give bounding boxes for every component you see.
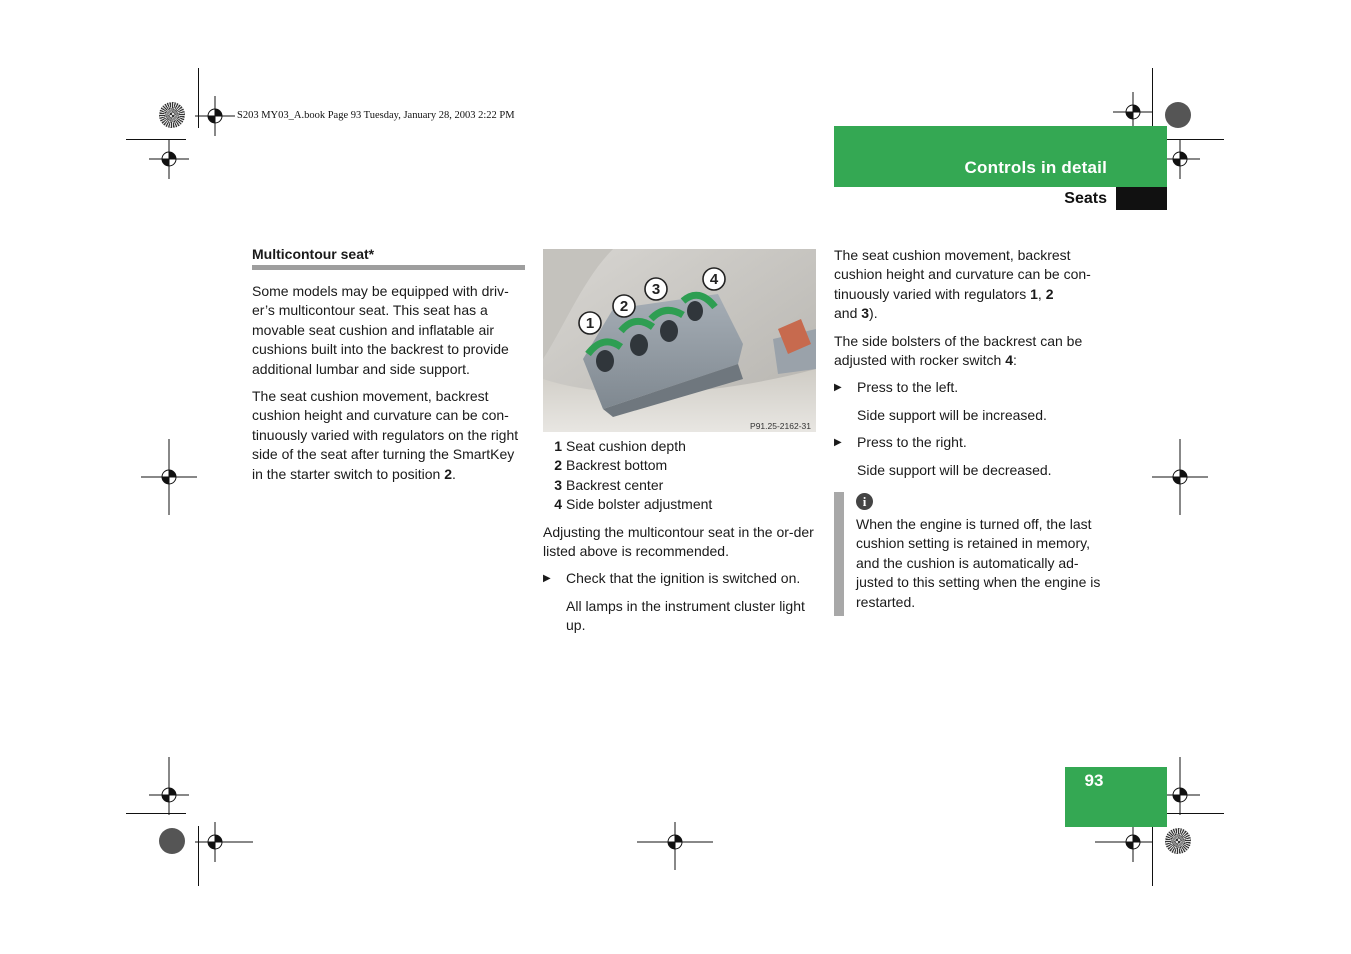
order-paragraph: Adjusting the multicontour seat in the or-der listed above is recommended. [543,523,814,560]
step-result: All lamps in the instrument cluster light up. [566,597,805,634]
registration-disc-icon [159,828,185,854]
subsection-marker [1116,187,1167,210]
step-arrow-icon: ▶ [834,382,842,394]
step-arrow-icon: ▶ [543,573,551,585]
info-icon: i [856,493,873,510]
step-result: Side support will be increased. [857,406,1047,423]
legend-item: 2 Backrest bottom [554,457,668,474]
registration-disc-icon [1165,828,1191,854]
subsection-title: Seats [1064,190,1107,207]
callout-2: 2 [619,298,629,315]
figure-legend [543,437,816,515]
info-note [834,492,1107,616]
section-heading: Multicontour seat* [252,246,525,270]
callout-1: 1 [585,315,595,332]
column-3 [834,246,1107,488]
legend-item: 1 Seat cushion depth [554,438,686,454]
seat-controls-photo [543,249,816,432]
figure-code: P91.25-2162-31 [750,421,811,431]
position-value: 2 [444,465,452,482]
adjust-paragraph: The seat cushion movement, backrest cushion height and curvature can be con-tinuously varied with regulators on the right side of the seat after turning the SmartKey in the starter switch to position 2. [252,388,519,482]
legend-item: 3 Backrest center [554,476,664,493]
side-bolster-paragraph: The side bolsters of the backrest can be adjusted with rocker switch 4: [834,332,1083,369]
page-number: 93 [1084,771,1104,790]
instruction-step: ▶ Press to the right. [834,433,1107,452]
intro-paragraph: Some models may be equipped with driv-er’s multicontour seat. This seat has a movable seat cushion and inflatable air cushions built into the backrest to provide additional lumbar and side support. [252,283,509,377]
callout-3: 3 [651,281,661,298]
registration-disc-icon [159,102,185,128]
print-file-info: S203 MY03_A.book Page 93 Tuesday, January 28, 2003 2:22 PM [237,110,515,121]
adjust-paragraph-text: The seat cushion movement, backrest cushion height and curvature can be con-tinuously varied with regulators on the right side of the seat after turning the SmartKey in the starter switch to position [252,388,519,482]
callout-4: 4 [709,271,719,288]
registration-disc-icon [1165,102,1191,128]
instruction-step: ▶ Check that the ignition is switched on. [543,569,816,588]
step-arrow-icon: ▶ [834,437,842,449]
section-title: Controls in detail [964,158,1107,177]
legend-item: 4 Side bolster adjustment [554,496,713,513]
instruction-step: ▶ Press to the left. [834,378,1107,397]
note-text: When the engine is turned off, the last cushion setting is retained in memory, and the cushion is automatically ad-justed to this setting when the engine is restarted. [856,516,1101,610]
regulators-paragraph: The seat cushion movement, backrest cushion height and curvature can be con-tinuously varied with regulators 1, 2 and 3). [834,247,1091,322]
step-result: Side support will be decreased. [857,461,1052,478]
column-1 [252,282,525,492]
column-2 [543,437,816,644]
